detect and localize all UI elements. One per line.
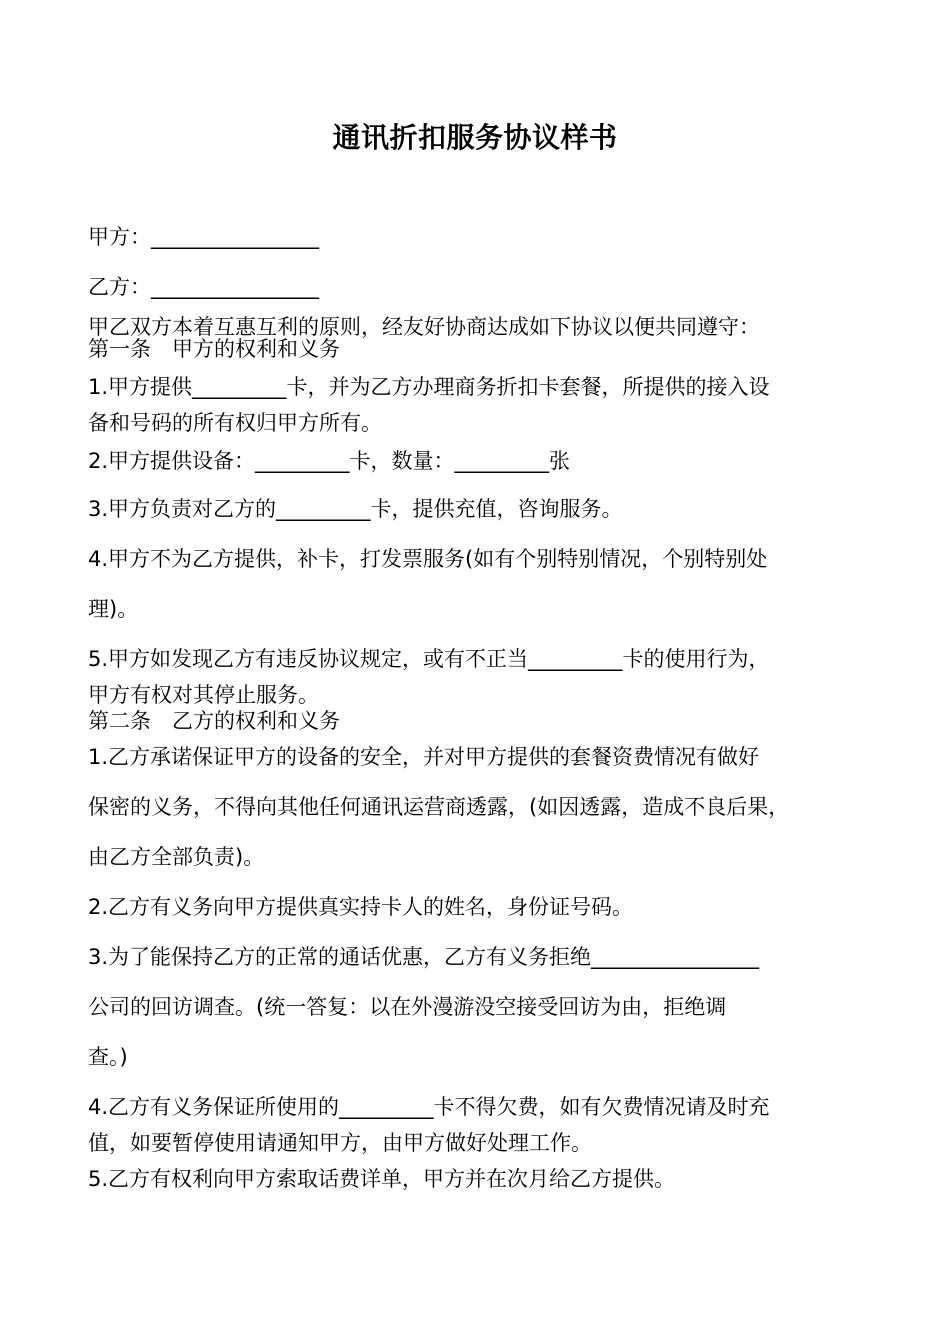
page-title: 通讯折扣服务协议样书: [332, 121, 618, 154]
clause-line: 查。): [88, 1045, 128, 1069]
clause-line: 公司的回访调查。(统一答复：以在外漫游没空接受回访为由，拒绝调: [88, 995, 727, 1019]
clause-line: 2.乙方有义务向甲方提供真实持卡人的姓名，身份证号码。: [88, 895, 634, 919]
clause-line: 3.甲方负责对乙方的_________卡，提供充值，咨询服务。: [88, 497, 623, 521]
clause-line: 3.为了能保持乙方的正常的通话优惠，乙方有义务拒绝________________: [88, 945, 760, 969]
party-b-line: 乙方：________________: [88, 275, 319, 299]
section-heading-1: 第一条 甲方的权利和义务: [88, 337, 340, 361]
clause-line: 1.乙方承诺保证甲方的设备的安全，并对甲方提供的套餐资费情况有做好: [88, 745, 760, 769]
section-heading-2: 第二条 乙方的权利和义务: [88, 709, 340, 733]
clause-line: 甲方有权对其停止服务。: [88, 683, 319, 707]
party-a-line: 甲方：________________: [88, 225, 319, 249]
clause-line: 5.乙方有权利向甲方索取话费详单，甲方并在次月给乙方提供。: [88, 1167, 676, 1191]
clause-line: 由乙方全部负责)。: [88, 845, 265, 869]
clause-line: 保密的义务，不得向其他任何通讯运营商透露，(如因透露，造成不良后果，: [88, 795, 790, 819]
clause-line: 4.甲方不为乙方提供，补卡，打发票服务(如有个别特别情况，个别特别处: [88, 547, 768, 571]
clause-line: 5.甲方如发现乙方有违反协议规定，或有不正当_________卡的使用行为，: [88, 647, 770, 671]
clause-line: 1.甲方提供_________卡，并为乙方办理商务折扣卡套餐，所提供的接入设: [88, 375, 770, 399]
clause-line: 理)。: [88, 597, 139, 621]
clause-line: 4.乙方有义务保证所使用的_________卡不得欠费，如有欠费情况请及时充: [88, 1095, 770, 1119]
clause-line: 2.甲方提供设备：_________卡，数量：_________张: [88, 449, 571, 473]
clause-line: 值，如要暂停使用请通知甲方，由甲方做好处理工作。: [88, 1131, 592, 1155]
clause-line: 备和号码的所有权归甲方所有。: [88, 411, 382, 435]
preamble: 甲乙双方本着互惠互利的原则，经友好协商达成如下协议以便共同遵守：: [88, 315, 760, 339]
